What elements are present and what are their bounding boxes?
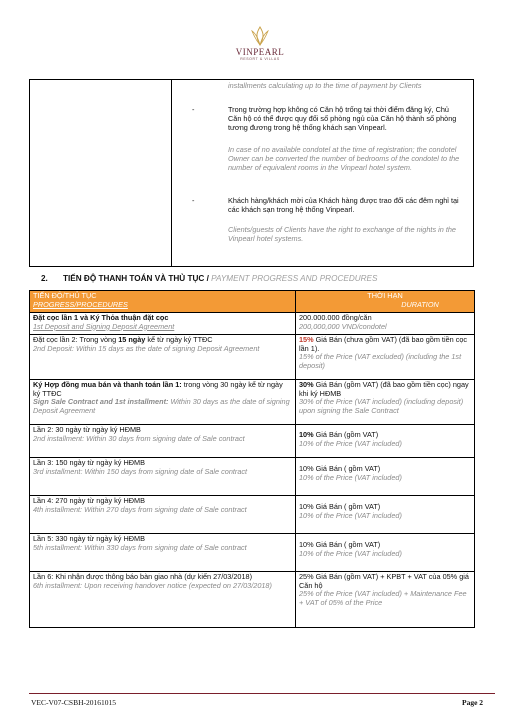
footer-divider	[29, 693, 495, 694]
vinpearl-logo	[230, 26, 290, 76]
section-heading	[41, 274, 377, 283]
row4-duration-vi-b: Giá Bán (gồm VAT)	[313, 430, 379, 439]
header-duration-en: DURATION	[401, 299, 439, 309]
table-row	[30, 458, 475, 496]
payment-progress-table	[29, 290, 475, 628]
header-progress-vi: TIẾN ĐỘ/THỦ TỤC	[33, 291, 97, 300]
bullet2-text-vi: Khách hàng/khách mời của Khách hàng được trao đổi các đêm nghỉ tại các khách sạn trong hệ thống Vinpearl.	[228, 196, 459, 214]
row3-progress	[30, 380, 296, 425]
row3-progress-en-a: Sign Sale Contract and 1st installment:	[33, 397, 169, 407]
row1-duration-en: 200,000,000 VND/condotel	[299, 321, 387, 331]
header-progress-en: PROGRESS/PROCEDURES	[33, 299, 128, 309]
row1-progress	[30, 313, 296, 335]
row3-progress-vi-b: trong vòng 30 ngày kể từ ngày ký TTĐC	[33, 380, 283, 398]
row5-progress-en: 3rd installment: Within 150 days from signing date of Sale contract	[33, 466, 248, 476]
header-duration	[296, 291, 475, 313]
footer-page-number: Page 2	[462, 698, 484, 707]
bullet2-text-en: Clients/guests of Clients have the right to exchange of the nights in the Vinpearl hotel systems.	[228, 225, 456, 243]
row4-duration-en: 10% of the Price (VAT included)	[299, 438, 402, 448]
row7-duration	[296, 534, 475, 572]
row1-duration	[296, 313, 475, 335]
row6-progress-vi: Lần 4: 270 ngày từ ngày ký HĐMB	[33, 496, 145, 505]
section-title-en: PAYMENT PROGRESS AND PROCEDURES	[208, 274, 378, 283]
table-row	[30, 572, 475, 628]
row5-duration-vi: 10% Giá Bán ( gồm VAT)	[299, 464, 381, 473]
row2-progress-en: 2nd Deposit: Within 15 days as the date of signing Deposit Agreement	[33, 343, 260, 353]
row4-progress	[30, 425, 296, 458]
row6-progress	[30, 496, 296, 534]
row7-duration-en: 10% of the Price (VAT included)	[299, 548, 402, 558]
row2-duration-vi-b: Giá Bán (chưa gồm VAT) (đã bao gồm tiền cọc lần 1).	[299, 335, 468, 353]
header-progress	[30, 291, 296, 313]
row5-progress-vi: Lần 3: 150 ngày từ ngày ký HĐMB	[33, 458, 145, 467]
logo-brand-text: VINPEARL	[235, 47, 285, 57]
header-duration-vi: THỜI HẠN	[367, 291, 403, 300]
row6-duration-en: 10% of the Price (VAT included)	[299, 510, 402, 520]
row6-duration-vi: 10% Giá Bán ( gồm VAT)	[299, 502, 381, 511]
row8-progress	[30, 572, 296, 628]
benefits-table-right-cell	[171, 80, 473, 266]
row4-duration-vi-a: 10%	[299, 430, 314, 439]
row1-duration-vi: 200.000.000 đồng/căn	[299, 313, 372, 322]
table-row	[30, 496, 475, 534]
row2-progress-vi-a: Đặt cọc lần 2: Trong vòng	[33, 335, 119, 344]
logo-tagline: RESORT & VILLAS	[240, 57, 280, 61]
table-header-row	[30, 291, 475, 313]
row2-duration-en: 15% of the Price (VAT excluded) (including the 1st deposit)	[299, 352, 462, 370]
section-title-vi: TIẾN ĐỘ THANH TOÁN VÀ THỦ TỤC /	[63, 274, 209, 283]
row7-progress-en: 5th installment: Within 330 days from signing date of Sale contract	[33, 542, 247, 552]
row3-duration-vi-a: 30%	[299, 380, 314, 389]
benefits-table-continuation	[29, 79, 474, 267]
section-number: 2.	[41, 274, 48, 283]
table-row	[30, 313, 475, 335]
bullet-dash: -	[192, 196, 195, 205]
row4-duration	[296, 425, 475, 458]
row3-duration	[296, 380, 475, 425]
row2-progress-vi-b: 15 ngày	[118, 335, 146, 344]
row8-progress-vi: Lần 6: Khi nhận được thông báo bàn giao nhà (dự kiến 27/03/2018)	[33, 572, 253, 581]
table-row	[30, 335, 475, 380]
benefits-table-left-cell	[30, 80, 172, 266]
bullet-dash: -	[192, 105, 195, 114]
row7-progress	[30, 534, 296, 572]
row6-duration	[296, 496, 475, 534]
row4-progress-en: 2nd installment: Within 30 days from signing date of Sale contract	[33, 433, 245, 443]
row8-progress-en: 6th installment: Upon receiving handover notice (expected on 27/03/2018)	[33, 580, 272, 590]
row7-duration-vi: 10% Giá Bán ( gồm VAT)	[299, 540, 381, 549]
row2-duration-vi-a: 15%	[299, 335, 314, 344]
logo-emblem-icon	[249, 26, 271, 46]
footer-doc-code: VEC-V07-CSBH-20161015	[31, 698, 117, 707]
row7-progress-vi: Lần 5: 330 ngày từ ngày ký HĐMB	[33, 534, 145, 543]
bullet1-text-en: In case of no available condotel at the time of registration; the condotel Owner can be converted the number of bedrooms of the condotel to the number of equivalent rooms in the Vinpearl hotel system.	[228, 145, 460, 172]
table-row	[30, 534, 475, 572]
row1-progress-vi: Đặt cọc lần 1 và Ký Thỏa thuận đặt cọc	[33, 313, 169, 322]
row3-duration-vi-b: Giá Bán (gồm VAT) (đã bao gồm tiền cọc) ngay khi ký HĐMB	[299, 380, 469, 398]
continuation-text-en: installments calculating up to the time of payment by Clients	[228, 81, 422, 90]
row5-duration	[296, 458, 475, 496]
bullet1-text-vi: Trong trường hợp không có Căn hộ trống tại thời điểm đăng ký, Chủ Căn hộ có thể được quy đổi số phòng ngủ của Căn hộ thành số phòng tương đương trong hệ thống khách sạn Vinpearl.	[228, 105, 457, 132]
row1-progress-en: 1st Deposit and Signing Deposit Agreement	[33, 321, 175, 331]
row3-progress-vi-a: Ký Hợp đồng mua bán và thanh toán lần 1:	[33, 380, 182, 389]
row4-progress-vi: Lần 2: 30 ngày từ ngày ký HĐMB	[33, 425, 141, 434]
row3-duration-en: 30% of the Price (VAT included) (including deposit) upon signing the Sale Contract	[299, 397, 464, 415]
table-row	[30, 425, 475, 458]
row5-duration-en: 10% of the Price (VAT included)	[299, 472, 402, 482]
row8-duration	[296, 572, 475, 628]
row8-duration-vi: 25% Giá Bán (gồm VAT) + KPBT + VAT của 05% giá Căn hộ	[299, 572, 469, 590]
row2-progress-vi-c: kể từ ngày ký TTĐC	[145, 335, 213, 344]
row2-progress	[30, 335, 296, 380]
row8-duration-en: 25% of the Price (VAT included) + Maintenance Fee + VAT of 05% of the Price	[299, 589, 467, 607]
row6-progress-en: 4th installment: Within 270 days from signing date of Sale contract	[33, 504, 247, 514]
row5-progress	[30, 458, 296, 496]
row2-duration	[296, 335, 475, 380]
row3-progress-en-b: Within 30 days as the date of signing Deposit Agreement	[33, 397, 290, 415]
table-row	[30, 380, 475, 425]
